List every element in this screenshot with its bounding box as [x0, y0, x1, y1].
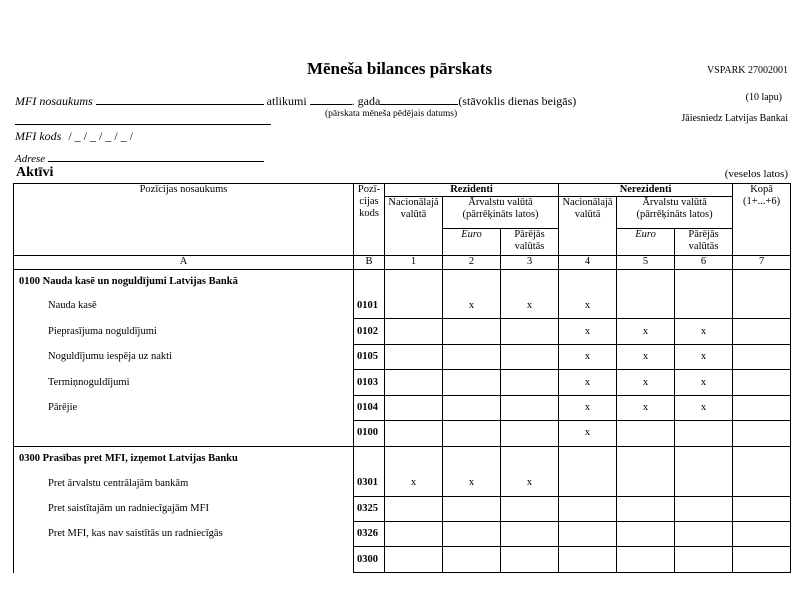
col-letter: B	[354, 256, 385, 269]
row-name: Nauda kasē	[14, 294, 354, 319]
table-row	[14, 370, 791, 395]
not-applicable-cell: x	[675, 319, 733, 344]
value-cell[interactable]	[675, 294, 733, 319]
value-cell[interactable]	[501, 370, 559, 395]
value-cell[interactable]	[443, 269, 501, 294]
value-cell[interactable]	[617, 496, 675, 521]
row-code	[354, 446, 385, 471]
value-cell[interactable]	[501, 344, 559, 369]
value-cell[interactable]	[385, 395, 443, 420]
residents-header: Rezidenti	[385, 184, 559, 197]
value-cell[interactable]	[617, 522, 675, 547]
res-foreign-header: Ārvalstu valūtā (pārrēķināts latos)	[443, 197, 559, 229]
atlikumi-label: atlikumi	[266, 94, 307, 108]
row-name: Pret ārvalstu centrālajām bankām	[14, 471, 354, 496]
row-name: Pret saistītajām un radniecīgajām MFI	[14, 496, 354, 521]
value-cell[interactable]	[443, 547, 501, 573]
not-applicable-cell: x	[675, 344, 733, 369]
value-cell[interactable]	[443, 370, 501, 395]
not-applicable-cell: x	[443, 471, 501, 496]
mfi-name-row	[15, 93, 576, 109]
row-code: 0100	[354, 421, 385, 446]
not-applicable-cell: x	[559, 294, 617, 319]
value-cell[interactable]	[385, 269, 443, 294]
table-row	[14, 269, 791, 294]
nonres-foreign-header: Ārvalstu valūtā (pārrēķināts latos)	[617, 197, 733, 229]
row-code: 0103	[354, 370, 385, 395]
date-day-field[interactable]	[310, 93, 352, 105]
value-cell[interactable]	[559, 446, 617, 471]
mfi-name-field[interactable]	[96, 93, 264, 105]
value-cell[interactable]	[617, 471, 675, 496]
address-label: Adrese	[15, 153, 46, 165]
mfi-name-label: MFI nosaukums	[15, 94, 93, 108]
nonres-national-header: Nacionālajā valūtā	[559, 197, 617, 256]
submit-to-note: Jāiesniedz Latvijas Bankai	[681, 113, 788, 124]
value-cell[interactable]	[675, 547, 733, 573]
value-cell[interactable]	[559, 496, 617, 521]
row-code: 0101	[354, 294, 385, 319]
value-cell[interactable]	[443, 344, 501, 369]
col-letter: 6	[675, 256, 733, 269]
not-applicable-cell: x	[617, 370, 675, 395]
table-row	[14, 496, 791, 521]
value-cell[interactable]	[501, 395, 559, 420]
value-cell[interactable]	[733, 421, 791, 446]
not-applicable-cell: x	[385, 471, 443, 496]
state-note: (stāvoklis dienas beigās)	[458, 94, 577, 108]
value-cell[interactable]	[733, 269, 791, 294]
value-cell[interactable]	[443, 395, 501, 420]
row-name: Pārējie	[14, 395, 354, 420]
value-cell[interactable]	[501, 421, 559, 446]
value-cell[interactable]	[443, 319, 501, 344]
value-cell[interactable]	[385, 522, 443, 547]
not-applicable-cell: x	[675, 395, 733, 420]
table-row	[14, 446, 791, 471]
row-code: 0325	[354, 496, 385, 521]
value-cell[interactable]	[501, 446, 559, 471]
res-euro-header: Euro	[443, 228, 501, 255]
table-row	[14, 294, 791, 319]
units-note: (veselos latos)	[724, 168, 788, 180]
section-title: Aktīvi	[16, 165, 54, 180]
col-code-header: Pozī- cijas kods	[354, 184, 385, 256]
nonres-euro-header: Euro	[617, 228, 675, 255]
not-applicable-cell: x	[443, 294, 501, 319]
table-row	[14, 319, 791, 344]
row-name: 0100 Nauda kasē un noguldījumi Latvijas Bankā	[14, 269, 354, 294]
gada-label: . gada	[351, 94, 381, 108]
value-cell[interactable]	[385, 370, 443, 395]
value-cell[interactable]	[675, 446, 733, 471]
value-cell[interactable]	[675, 269, 733, 294]
value-cell[interactable]	[733, 547, 791, 573]
row-name	[14, 421, 354, 446]
row-code: 0326	[354, 522, 385, 547]
not-applicable-cell: x	[501, 471, 559, 496]
value-cell[interactable]	[617, 446, 675, 471]
row-code: 0104	[354, 395, 385, 420]
not-applicable-cell: x	[559, 421, 617, 446]
value-cell[interactable]	[733, 319, 791, 344]
value-cell[interactable]	[733, 446, 791, 471]
value-cell[interactable]	[443, 446, 501, 471]
value-cell[interactable]	[385, 496, 443, 521]
res-other-header: Pārējās valūtās	[501, 228, 559, 255]
page-title: Mēneša bilances pārskats	[306, 59, 493, 78]
not-applicable-cell: x	[559, 395, 617, 420]
value-cell[interactable]	[385, 446, 443, 471]
value-cell[interactable]	[501, 269, 559, 294]
value-cell[interactable]	[501, 496, 559, 521]
assets-table	[13, 183, 791, 573]
value-cell[interactable]	[733, 522, 791, 547]
value-cell[interactable]	[385, 294, 443, 319]
res-national-header: Nacionālajā valūtā	[385, 197, 443, 256]
not-applicable-cell: x	[617, 319, 675, 344]
value-cell[interactable]	[617, 269, 675, 294]
address-row	[15, 150, 264, 165]
value-cell[interactable]	[385, 319, 443, 344]
row-code: 0301	[354, 471, 385, 496]
value-cell[interactable]	[617, 547, 675, 573]
value-cell[interactable]	[385, 344, 443, 369]
nonresidents-header: Nerezidenti	[559, 184, 733, 197]
value-cell[interactable]	[501, 319, 559, 344]
value-cell[interactable]	[559, 269, 617, 294]
not-applicable-cell: x	[617, 344, 675, 369]
col-letter: 2	[443, 256, 501, 269]
value-cell[interactable]	[443, 522, 501, 547]
value-cell[interactable]	[675, 421, 733, 446]
row-code: 0102	[354, 319, 385, 344]
col-letter: 7	[733, 256, 791, 269]
row-code: 0300	[354, 547, 385, 573]
table-row	[14, 421, 791, 446]
address-field[interactable]	[48, 150, 264, 162]
not-applicable-cell: x	[559, 344, 617, 369]
table-row	[14, 395, 791, 420]
value-cell[interactable]	[733, 294, 791, 319]
row-code	[354, 269, 385, 294]
row-name: Pret MFI, kas nav saistītās un radniecīgās	[14, 522, 354, 547]
col-name-header: Pozīcijas nosaukums	[14, 184, 354, 256]
mfi-name-field-line2[interactable]	[15, 110, 271, 125]
value-cell[interactable]	[733, 370, 791, 395]
value-cell[interactable]	[733, 496, 791, 521]
mfi-code-boxes[interactable]: /_/_/_/_/	[68, 129, 136, 143]
value-cell[interactable]	[385, 547, 443, 573]
value-cell[interactable]	[501, 522, 559, 547]
value-cell[interactable]	[559, 522, 617, 547]
col-letter: 4	[559, 256, 617, 269]
value-cell[interactable]	[733, 395, 791, 420]
nonres-other-header: Pārējās valūtās	[675, 228, 733, 255]
row-name: Termiņnoguldījumi	[14, 370, 354, 395]
table-row	[14, 471, 791, 496]
value-cell[interactable]	[559, 471, 617, 496]
column-letters-row	[14, 256, 791, 269]
col-letter: A	[14, 256, 354, 269]
value-cell[interactable]	[443, 421, 501, 446]
value-cell[interactable]	[501, 547, 559, 573]
value-cell[interactable]	[617, 294, 675, 319]
row-code: 0105	[354, 344, 385, 369]
form-code: VSPARK 27002001	[706, 65, 788, 76]
value-cell[interactable]	[733, 344, 791, 369]
row-name: Noguldījumu iespēja uz nakti	[14, 344, 354, 369]
table-row	[14, 547, 791, 573]
row-name: 0300 Prasības pret MFI, izņemot Latvijas Banku	[14, 446, 354, 471]
table-row	[14, 344, 791, 369]
page-count: (10 lapu)	[745, 92, 782, 103]
value-cell[interactable]	[675, 522, 733, 547]
row-name: Pieprasījuma noguldījumi	[14, 319, 354, 344]
value-cell[interactable]	[733, 471, 791, 496]
col-letter: 5	[617, 256, 675, 269]
not-applicable-cell: x	[675, 370, 733, 395]
value-cell[interactable]	[443, 496, 501, 521]
value-cell[interactable]	[559, 547, 617, 573]
mfi-code-label: MFI kods	[15, 129, 62, 143]
not-applicable-cell: x	[617, 395, 675, 420]
table-row	[14, 522, 791, 547]
value-cell[interactable]	[675, 471, 733, 496]
not-applicable-cell: x	[559, 319, 617, 344]
value-cell[interactable]	[617, 421, 675, 446]
period-note: (pārskata mēneša pēdējais datums)	[325, 109, 458, 119]
value-cell[interactable]	[385, 421, 443, 446]
total-header: Kopā (1+...+6)	[733, 184, 791, 256]
col-letter: 1	[385, 256, 443, 269]
value-cell[interactable]	[675, 496, 733, 521]
not-applicable-cell: x	[501, 294, 559, 319]
row-name	[14, 547, 354, 573]
mfi-code-row	[15, 129, 136, 144]
col-letter: 3	[501, 256, 559, 269]
date-field[interactable]	[380, 93, 458, 105]
not-applicable-cell: x	[559, 370, 617, 395]
